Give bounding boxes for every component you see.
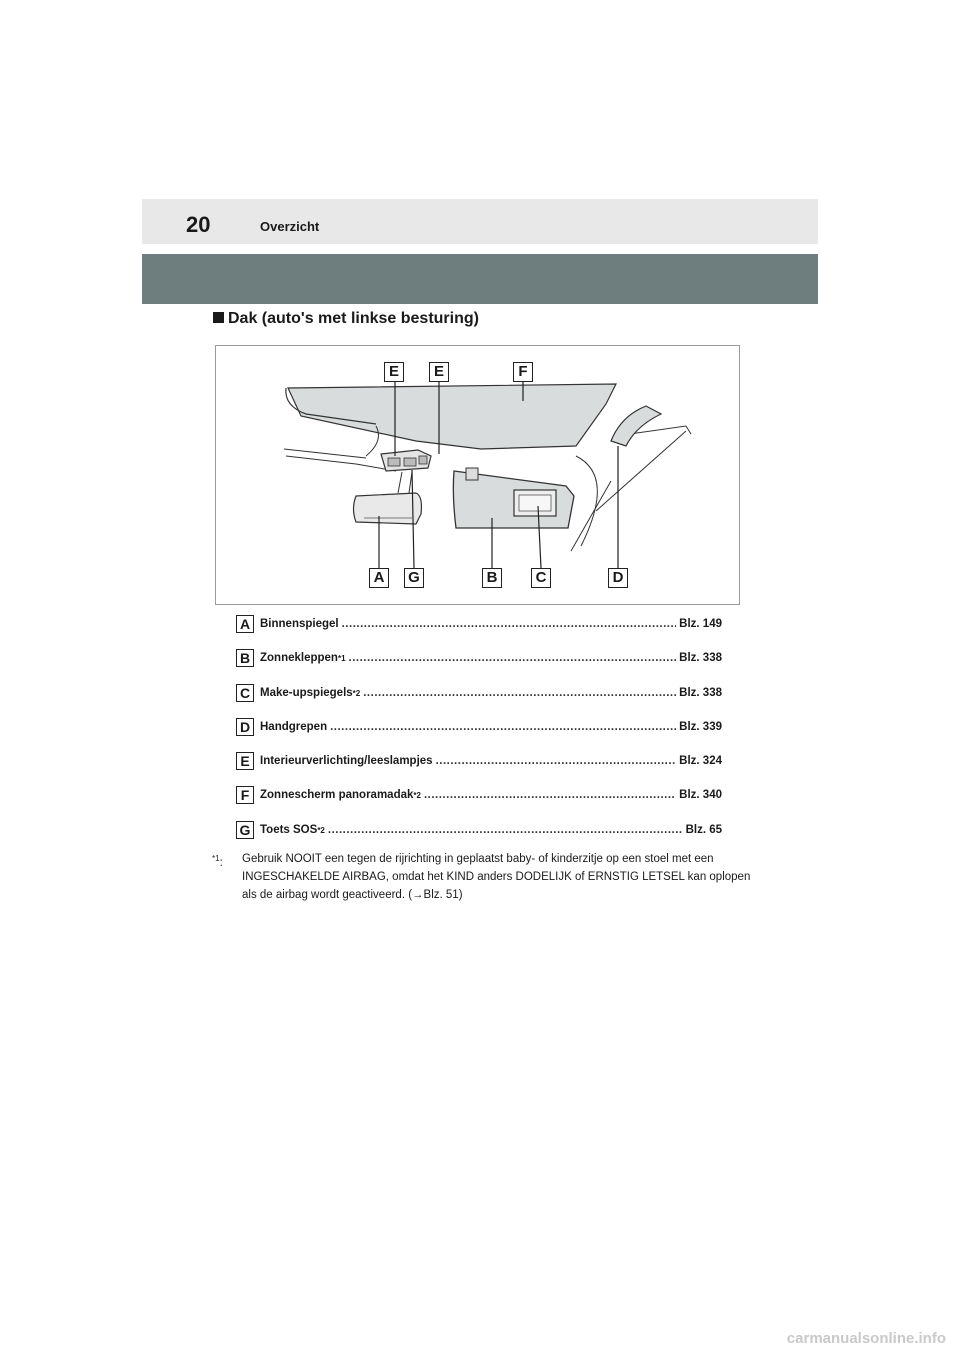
list-item: G Toets SOS *2 ..... Blz. 65 [236, 821, 722, 841]
item-key: C [236, 684, 254, 702]
watermark: carmanualsonline.info [786, 1330, 946, 1347]
item-label: Binnenspiegel [260, 618, 339, 630]
item-page-ref[interactable]: Blz. 149 [679, 618, 722, 630]
item-key: D [236, 718, 254, 736]
item-page-ref[interactable]: Blz. 324 [679, 755, 722, 768]
list-item: F Zonnescherm panoramadak *2 ..... Blz. 340 [236, 786, 722, 806]
list-item [236, 718, 722, 738]
item-label: Zonnescherm panoramadak [260, 789, 414, 802]
footnote-mark: *1 [212, 854, 220, 863]
roof-drawing [216, 346, 741, 606]
callout-top-1: E [429, 362, 449, 382]
item-key: G [236, 821, 254, 839]
list-item [236, 615, 722, 635]
item-page-ref[interactable]: Blz. 339 [679, 720, 722, 733]
item-key: B [236, 649, 254, 667]
section-heading [213, 310, 479, 328]
callout-bottom-0: A [369, 568, 389, 588]
chapter-title: Overzicht [260, 219, 320, 234]
item-page-ref[interactable]: Blz. 340 [679, 789, 722, 802]
header-band [142, 199, 818, 244]
item-page-ref[interactable]: Blz. 65 [685, 823, 722, 836]
callout-top-2: F [513, 362, 533, 382]
item-label: Toets SOS [260, 823, 318, 836]
item-key: E [236, 752, 254, 770]
item-label: Handgrepen [260, 720, 328, 733]
footnote: $^{*1}$: Gebruik NOOIT een tegen de rijrichting in geplaatst baby- of kinderzitje op een stoel met een INGESCHAKELDE AIRBAG, omdat het KIND anders DODELIJK of ERNSTIG LETSEL kan oplopen als de airbag wordt geactiveerd. (→Blz. 51) [212, 850, 752, 904]
callout-top-0: E [384, 362, 404, 382]
callout-bottom-2: B [482, 568, 502, 588]
item-label: Make-upspiegels [260, 686, 353, 699]
callout-bottom-4: D [608, 568, 628, 588]
section-heading-text: Dak (auto's met linkse besturing) [228, 310, 479, 327]
callout-bottom-3: C [531, 568, 551, 588]
item-page-ref[interactable]: Blz. 338 [679, 652, 722, 665]
list-item [236, 752, 722, 772]
item-key: A [236, 615, 254, 633]
list-item: B Zonnekleppen *1 ..... Blz. 338 [236, 649, 722, 669]
page-number: 20 [186, 212, 211, 237]
footnote-text: Gebruik NOOIT een tegen de rijrichting in geplaatst baby- of kinderzitje op een stoel met een INGESCHAKELDE AIRBAG, omdat het KIND anders DODELIJK of ERNSTIG LETSEL kan oplopen als de airbag wordt geactiveerd. (→Blz. 51) [242, 853, 751, 901]
list-item: C Make-upspiegels *2 ..... Blz. 338 [236, 684, 722, 704]
section-band [142, 254, 818, 304]
item-label: Zonnekleppen [260, 652, 338, 665]
item-page-ref[interactable]: Blz. 338 [679, 686, 722, 699]
item-label: Interieurverlichting/leeslampjes [260, 755, 433, 768]
component-list [236, 615, 722, 855]
callout-bottom-1: G [404, 568, 424, 588]
item-key: F [236, 786, 254, 804]
roof-illustration [215, 345, 740, 605]
square-bullet-icon [213, 312, 224, 323]
